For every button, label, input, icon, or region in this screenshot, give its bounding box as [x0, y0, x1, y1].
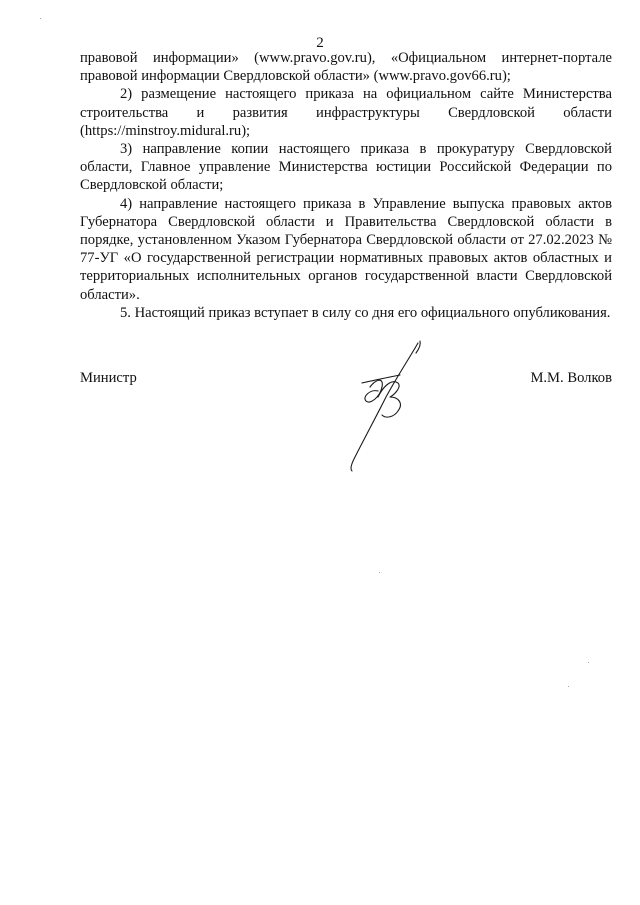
- scan-speck: [568, 686, 569, 687]
- paragraph-item-5: 5. Настоящий приказ вступает в силу со дня его официального опубликования.: [120, 304, 611, 321]
- signatory-name: М.М. Волков: [530, 370, 612, 386]
- paragraph-item-2: 2) размещение настоящего приказа на официальном сайте Министерства строительства и развития инфраструктуры Свердловской области (https://minstroy.midural.ru);: [80, 86, 612, 139]
- paragraph-item-3: 3) направление копии настоящего приказа в прокуратуру Свердловской области, Главное управление Министерства юстиции Российской Федерации по Свердловской области;: [80, 141, 612, 194]
- page-number: 2: [316, 35, 324, 51]
- signatory-title: Министр: [80, 370, 137, 386]
- handwritten-signature: [340, 335, 430, 475]
- paragraph-item-4: 4) направление настоящего приказа в Управление выпуска правовых актов Губернатора Свердловской области и Правительства Свердловской области в порядке, установленном Указом Губернатора Свердловской области от 27.02.2023 № 77-УГ «О государственной регистрации нормативных правовых актов областных и территориальных исполнительных органов государственной власти Свердловской области».: [80, 195, 612, 303]
- scan-speck: [588, 662, 589, 663]
- paragraph-continuation: правовой информации» (www.pravo.gov.ru), «Официальном интернет-портале правовой информации Свердловской области» (www.pravo.gov66.ru);: [80, 50, 612, 85]
- document-body: [80, 49, 612, 322]
- scan-speck: [40, 18, 41, 19]
- scan-speck: [379, 572, 380, 573]
